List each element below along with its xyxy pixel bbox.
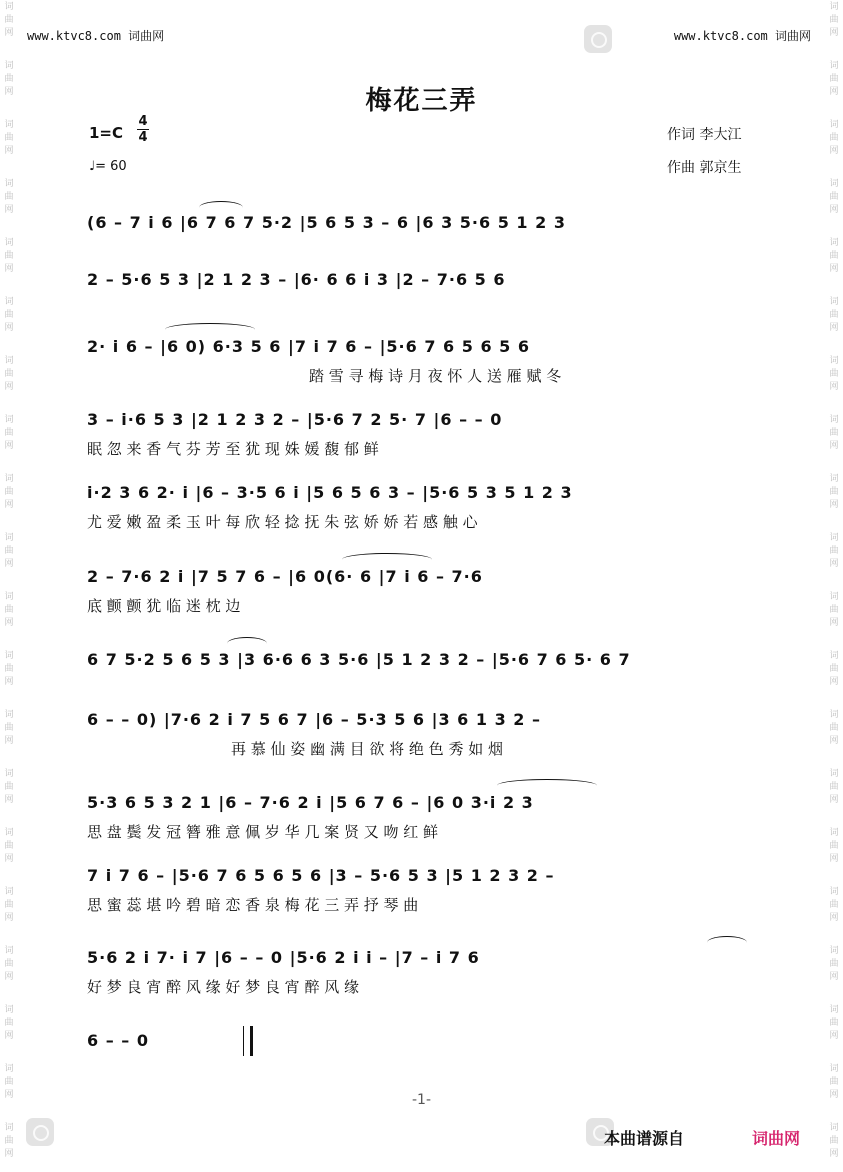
watermark-char: 词 [829,179,839,189]
watermark-char: 曲 [829,192,839,202]
watermark-char: 曲 [4,15,14,25]
lyrics-line: 眠 忽 来 香 气 芬 芳 至 犹 现 姝 媛 馥 郁 鲜 [87,440,379,458]
watermark-char: 词 [4,474,14,484]
watermark-char: 网 [4,500,14,510]
watermark-char: 曲 [4,959,14,969]
slur-mark [165,323,255,336]
watermark-char: 词 [4,238,14,248]
watermark-char: 网 [4,677,14,687]
notation-line: 5·6 2 i 7· i 7 |6 – – 0 |5·6 2 i i – |7 – i 7 6 [87,948,480,967]
watermark-char: 曲 [4,900,14,910]
watermark-char: 曲 [829,841,839,851]
watermark-char: 网 [4,264,14,274]
notation-line: 2· i 6 – |6 0) 6·3 5 6 |7 i 7 6 – |5·6 7 6 5 6 5 6 [87,337,530,356]
watermark-char: 词 [4,61,14,71]
watermark-char: 网 [4,1149,14,1159]
watermark-char: 词 [829,1064,839,1074]
watermark-char: 曲 [4,1077,14,1087]
watermark-char: 曲 [829,369,839,379]
watermark-char: 曲 [829,1077,839,1087]
watermark-char: 网 [4,441,14,451]
watermark-char: 网 [4,559,14,569]
watermark-char: 曲 [4,546,14,556]
watermark-char: 词 [829,474,839,484]
watermark-char: 词 [829,828,839,838]
notation-line: 6 – – 0 [87,1031,149,1050]
watermark-char: 词 [829,297,839,307]
watermark-char: 网 [829,736,839,746]
watermark-char: 网 [4,28,14,38]
watermark-char: 词 [4,297,14,307]
watermark-char: 曲 [4,1018,14,1028]
footer-brand-link[interactable]: 词曲网 [752,1129,801,1148]
watermark-char: 曲 [4,1136,14,1146]
watermark-char: 网 [829,854,839,864]
song-title: 梅花三弄 [365,86,478,116]
watermark-char: 曲 [4,133,14,143]
watermark-char: 词 [4,1005,14,1015]
watermark-char: 网 [829,972,839,982]
watermark-char: 词 [829,1123,839,1133]
watermark-char: 网 [829,1149,839,1159]
left-watermark-strip [0,0,18,1172]
watermark-char: 曲 [829,959,839,969]
slur-mark [199,201,243,214]
watermark-char: 曲 [4,664,14,674]
watermark-char: 网 [829,205,839,215]
watermark-char: 网 [829,500,839,510]
time-signature-bottom: 4 [138,130,148,145]
tempo-marking: ♩= 60 [89,159,127,174]
lyrics-line: 思 蜜 蕊 堪 吟 碧 暗 恋 香 泉 梅 花 三 弄 抒 琴 曲 [87,896,419,914]
time-signature-top: 4 [138,114,148,129]
watermark-char: 曲 [4,605,14,615]
watermark-char: 网 [829,618,839,628]
watermark-char: 曲 [829,782,839,792]
watermark-char: 网 [4,1090,14,1100]
watermark-char: 词 [4,179,14,189]
watermark-char: 词 [829,887,839,897]
watermark-char: 词 [4,710,14,720]
watermark-char: 曲 [829,487,839,497]
notation-line: 6 7 5·2 5 6 5 3 |3 6·6 6 3 5·6 |5 1 2 3 2 – |5·6 7 6 5· 6 7 [87,650,631,669]
watermark-char: 词 [4,592,14,602]
watermark-char: 网 [829,559,839,569]
watermark-char: 词 [4,415,14,425]
lyrics-line: 踏 雪 寻 梅 诗 月 夜 怀 人 送 雁 赋 冬 [309,367,562,385]
watermark-char: 网 [829,677,839,687]
watermark-char: 曲 [4,251,14,261]
watermark-char: 词 [4,769,14,779]
watermark-char: 曲 [4,192,14,202]
watermark-char: 网 [829,264,839,274]
watermark-char: 网 [829,795,839,805]
watermark-char: 词 [829,710,839,720]
watermark-char: 词 [829,946,839,956]
right-watermark-strip [825,0,843,1172]
watermark-logo-icon [584,25,612,53]
watermark-char: 网 [4,795,14,805]
watermark-char: 曲 [829,1018,839,1028]
watermark-char: 词 [829,651,839,661]
watermark-char: 词 [829,238,839,248]
composer-credit: 作曲 郭京生 [667,160,742,176]
watermark-char: 网 [4,618,14,628]
watermark-char: 词 [829,592,839,602]
lyrics-line: 底 颤 颤 犹 临 迷 枕 边 [87,597,241,615]
watermark-char: 词 [829,120,839,130]
notation-line: (6 – 7 i 6 |6 7 6 7 5·2 |5 6 5 3 – 6 |6 3 5·6 5 1 2 3 [87,213,566,232]
time-signature [136,114,150,145]
watermark-char: 曲 [4,782,14,792]
watermark-char: 网 [4,854,14,864]
watermark-char: 词 [4,1123,14,1133]
watermark-char: 曲 [4,487,14,497]
watermark-char: 网 [4,972,14,982]
watermark-char: 网 [829,382,839,392]
watermark-char: 曲 [829,664,839,674]
watermark-char: 曲 [829,723,839,733]
notation-line: 7 i 7 6 – |5·6 7 6 5 6 5 6 |3 – 5·6 5 3 |5 1 2 3 2 – [87,866,555,885]
watermark-char: 网 [4,1031,14,1041]
watermark-char: 词 [829,356,839,366]
page-number: -1- [411,1092,431,1108]
watermark-char: 词 [4,651,14,661]
watermark-char: 曲 [4,428,14,438]
watermark-char: 词 [829,2,839,12]
notation-line: i·2 3 6 2· i |6 – 3·5 6 i |5 6 5 6 3 – |5·6 5 3 5 1 2 3 [87,483,573,502]
watermark-char: 曲 [829,605,839,615]
watermark-char: 网 [4,87,14,97]
lyrics-line: 好 梦 良 宵 醉 风 缘 好 梦 良 宵 醉 风 缘 [87,978,359,996]
final-barline [243,1026,253,1056]
watermark-char: 网 [829,1090,839,1100]
watermark-char: 网 [829,913,839,923]
watermark-char: 词 [4,887,14,897]
watermark-char: 网 [4,736,14,746]
watermark-char: 词 [4,356,14,366]
watermark-char: 网 [4,205,14,215]
watermark-char: 曲 [829,1136,839,1146]
watermark-char: 曲 [829,900,839,910]
watermark-char: 曲 [829,251,839,261]
watermark-char: 曲 [829,133,839,143]
watermark-char: 网 [829,28,839,38]
watermark-char: 词 [4,1064,14,1074]
notation-line: 6 – – 0) |7·6 2 i 7 5 6 7 |6 – 5·3 5 6 |3 6 1 3 2 – [87,710,541,729]
watermark-char: 曲 [829,15,839,25]
lyrics-line: 尤 爱 嫩 盈 柔 玉 叶 每 欣 轻 捻 抚 朱 弦 娇 娇 若 感 触 心 [87,513,478,531]
lyrics-line: 再 慕 仙 姿 幽 满 目 欲 将 绝 色 秀 如 烟 [231,740,503,758]
watermark-char: 曲 [4,310,14,320]
watermark-char: 词 [829,769,839,779]
lyricist-credit: 作词 李大江 [667,127,742,143]
watermark-char: 网 [4,913,14,923]
site-url-right[interactable]: www.ktvc8.com 词曲网 [673,29,811,43]
notation-line: 5·3 6 5 3 2 1 |6 – 7·6 2 i |5 6 7 6 – |6 0 3·i 2 3 [87,793,534,812]
watermark-char: 词 [829,61,839,71]
watermark-char: 词 [829,415,839,425]
slur-mark [227,637,267,650]
slur-mark [497,779,597,792]
watermark-char: 曲 [4,369,14,379]
watermark-char: 词 [4,533,14,543]
watermark-char: 网 [829,441,839,451]
site-url-left[interactable]: www.ktvc8.com 词曲网 [27,29,165,43]
watermark-char: 词 [4,828,14,838]
watermark-char: 曲 [4,74,14,84]
watermark-char: 曲 [829,546,839,556]
watermark-char: 网 [829,146,839,156]
watermark-logo-icon [26,1118,54,1146]
watermark-char: 曲 [4,841,14,851]
slur-mark [707,936,747,949]
footer-source-text: 本曲谱源自 [604,1129,685,1148]
notation-line: 2 – 7·6 2 i |7 5 7 6 – |6 0(6· 6 |7 i 6 – 7·6 [87,567,483,586]
watermark-char: 词 [4,120,14,130]
slur-mark [342,553,432,566]
watermark-char: 词 [829,1005,839,1015]
watermark-char: 网 [4,146,14,156]
watermark-char: 曲 [4,723,14,733]
watermark-char: 词 [4,2,14,12]
watermark-char: 曲 [829,310,839,320]
watermark-char: 网 [829,323,839,333]
watermark-char: 网 [829,1031,839,1041]
watermark-char: 词 [829,533,839,543]
watermark-char: 曲 [829,74,839,84]
watermark-char: 网 [4,382,14,392]
watermark-char: 网 [4,323,14,333]
notation-line: 2 – 5·6 5 3 |2 1 2 3 – |6· 6 6 i 3 |2 – 7·6 5 6 [87,270,506,289]
key-signature: 1=C [89,124,124,142]
watermark-char: 网 [829,87,839,97]
watermark-char: 曲 [829,428,839,438]
lyrics-line: 思 盘 鬓 发 冠 簪 雅 意 佩 岁 华 几 案 贤 又 吻 红 鲜 [87,823,439,841]
notation-line: 3 – i·6 5 3 |2 1 2 3 2 – |5·6 7 2 5· 7 |6 – – 0 [87,410,503,429]
watermark-char: 词 [4,946,14,956]
